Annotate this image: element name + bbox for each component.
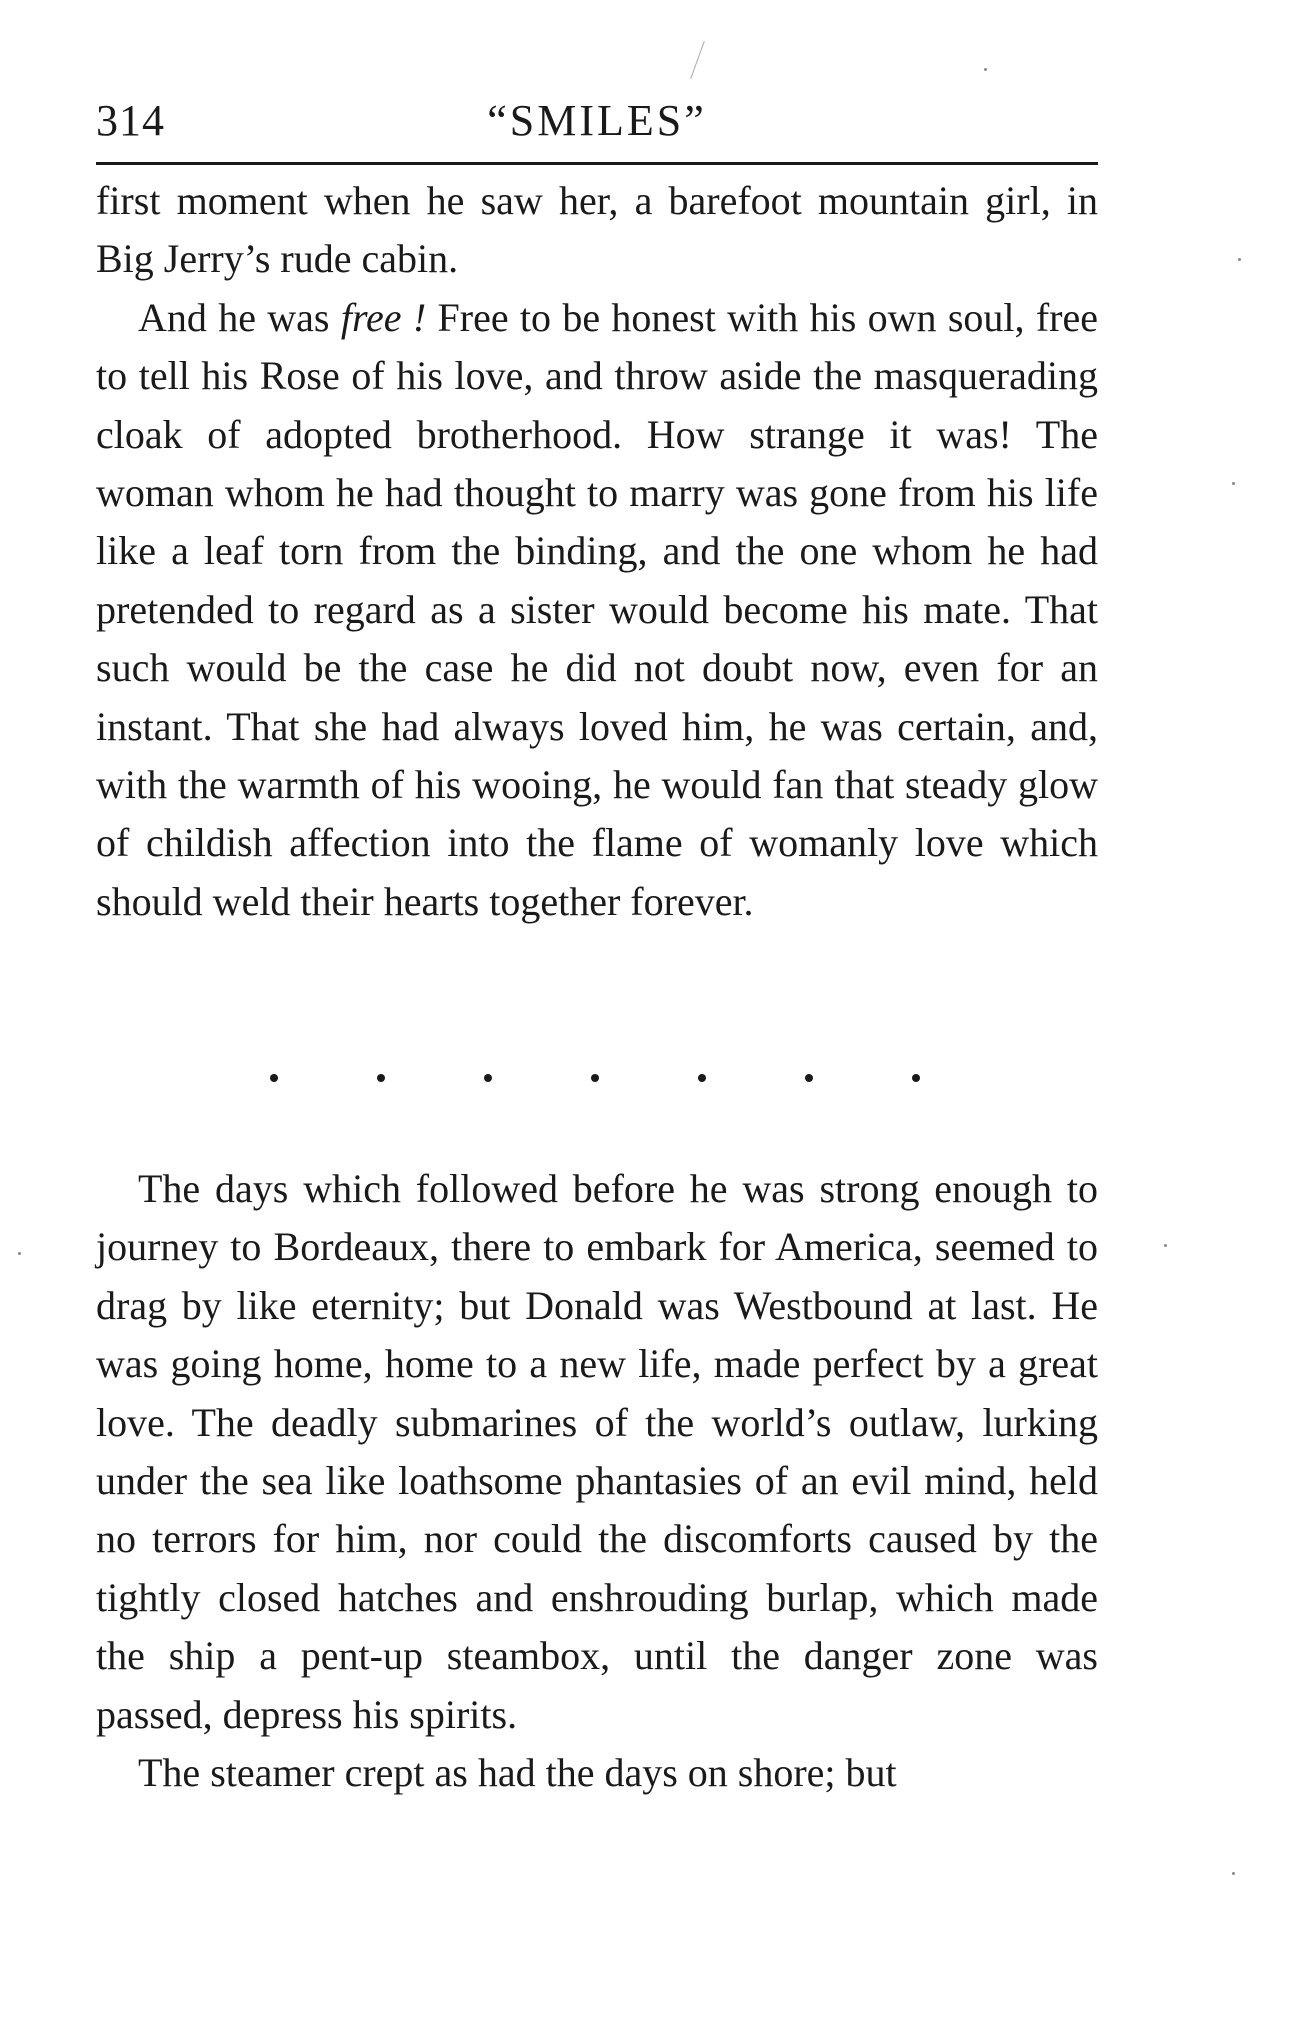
paragraph-free-rest: Free to be honest with his own soul, free to tell his Rose of his love, and throw aside the masquerading cloak of adopted brotherhood. How strange it was! The woman whom he had thought to marry was gone from his life like a leaf torn from the binding, and the one whom he had pretended to regard as a sister would become his mate. That such would be the case he did not doubt now, even for an instant. That she had always loved him, he was certain, and, with the warmth of his wooing, he would fan that steady glow of childish affection into the flame of womanly love which should weld their hearts together forever. xyxy=(96,294,1098,924)
ink-speck xyxy=(1238,258,1241,261)
page-header xyxy=(96,95,1098,155)
dot xyxy=(698,1074,706,1082)
ink-mark xyxy=(690,41,705,79)
paragraph-steamer: The steamer crept as had the days on shore; but xyxy=(138,1750,897,1796)
paragraph-free-lead: And he was xyxy=(138,294,341,340)
ink-speck xyxy=(1164,1244,1167,1247)
ink-speck xyxy=(984,68,987,71)
paragraph-westbound: The days which followed before he was strong enough to journey to Bordeaux, there to embark for America, seemed to drag by like eternity; but Donald was Westbound at last. He was going home, home to a new life, made perfect by a great love. The deadly submarines of the world’s outlaw, lurking under the sea like loathsome phantasies of an evil mind, held no terrors for him, nor could the discomforts caused by the tightly closed hatches and enshrouding burlap, which made the ship a pent-up steambox, until the danger zone was passed, depress his spirits. xyxy=(96,1166,1098,1737)
paragraph-free xyxy=(96,289,1098,931)
dot xyxy=(805,1074,813,1082)
section-one xyxy=(96,172,1098,931)
header-rule xyxy=(96,162,1098,165)
ink-speck xyxy=(1232,482,1235,485)
dot xyxy=(591,1074,599,1082)
dot xyxy=(484,1074,492,1082)
ink-speck xyxy=(18,1252,21,1255)
emphasis-free: free ! xyxy=(340,294,427,340)
ink-speck xyxy=(1232,1872,1235,1875)
dot xyxy=(912,1074,920,1082)
section-break-dots xyxy=(270,1058,920,1098)
page-number: 314 xyxy=(96,96,165,145)
section-two xyxy=(96,1160,1098,1802)
dot xyxy=(270,1074,278,1082)
dot xyxy=(377,1074,385,1082)
running-title: “SMILES” xyxy=(487,96,707,145)
paragraph-continued: first moment when he saw her, a barefoot mountain girl, in Big Jerry’s rude cabin. xyxy=(96,178,1098,282)
